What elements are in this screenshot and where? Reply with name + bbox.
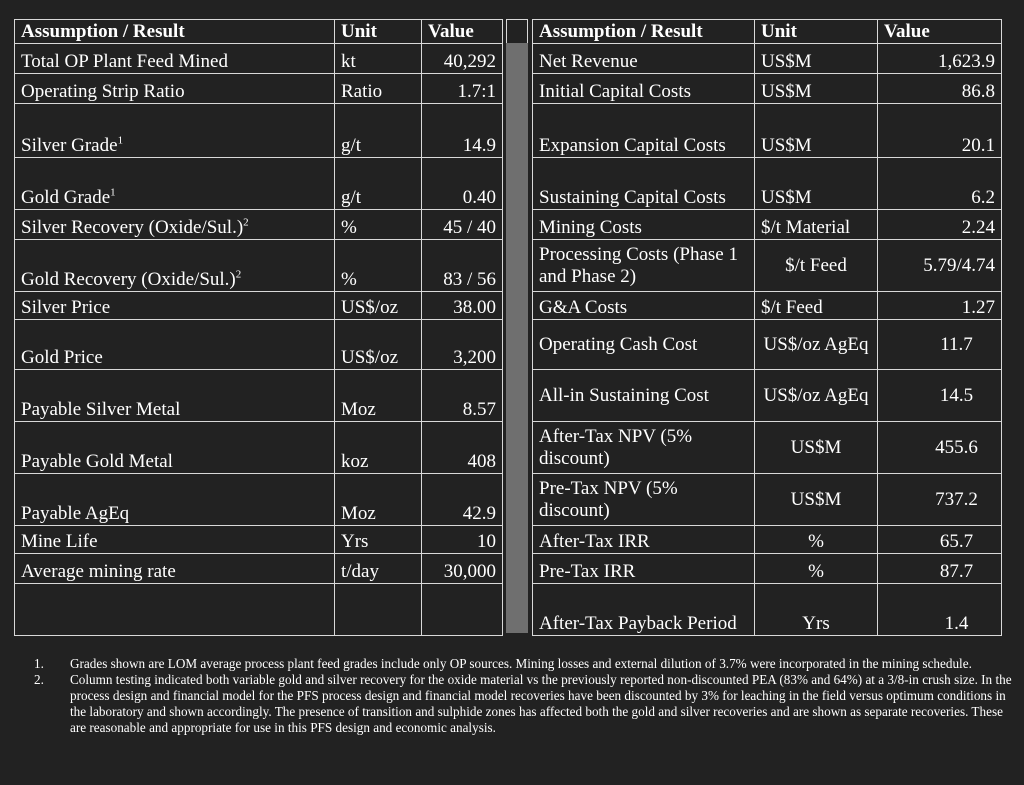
unit-cell: $/t Feed	[755, 292, 878, 320]
table-row	[533, 526, 1002, 554]
assumption-label: Payable AgEq	[21, 503, 130, 524]
value-cell: 38.00	[422, 292, 503, 320]
separator-bar	[506, 43, 528, 633]
table-row	[15, 526, 503, 554]
assumption-cell	[15, 292, 335, 320]
header-value: Value	[422, 20, 503, 44]
unit-cell: g/t	[335, 104, 422, 158]
unit-cell: US$M	[755, 44, 878, 74]
footnote-number: 1.	[34, 656, 44, 671]
value-cell: 20.1	[878, 104, 1002, 158]
header-assumption: Assumption / Result	[15, 20, 335, 44]
table-row	[533, 158, 1002, 210]
table-row	[533, 554, 1002, 584]
unit-cell: US$M	[755, 74, 878, 104]
assumption-cell: Operating Cash Cost	[533, 320, 755, 370]
footnote-number: 2.	[34, 672, 44, 687]
value-cell: 5.79/4.74	[878, 240, 1002, 292]
table-row	[533, 292, 1002, 320]
assumption-cell	[15, 210, 335, 240]
header-unit: Unit	[755, 20, 878, 44]
table-separator	[502, 19, 532, 633]
unit-cell: Yrs	[755, 584, 878, 636]
table-row	[533, 210, 1002, 240]
assumption-label: Payable Silver Metal	[21, 399, 181, 420]
assumption-cell: Pre-Tax IRR	[533, 554, 755, 584]
assumption-label: Silver Recovery (Oxide/Sul.)	[21, 217, 244, 238]
assumption-cell	[15, 584, 335, 636]
table-row	[15, 584, 503, 636]
unit-cell: Ratio	[335, 74, 422, 104]
unit-cell: US$/oz AgEq	[755, 320, 878, 370]
assumption-cell	[15, 554, 335, 584]
table-row	[15, 554, 503, 584]
assumption-cell: All-in Sustaining Cost	[533, 370, 755, 422]
value-cell: 40,292	[422, 44, 503, 74]
table-row	[533, 370, 1002, 422]
assumption-cell: G&A Costs	[533, 292, 755, 320]
unit-cell: Moz	[335, 370, 422, 422]
assumption-label: Average mining rate	[21, 561, 176, 582]
value-cell: 3,200	[422, 320, 503, 370]
unit-cell: g/t	[335, 158, 422, 210]
value-cell	[422, 584, 503, 636]
table-row	[533, 584, 1002, 636]
footnote-text: Column testing indicated both variable gold and silver recovery for the oxide material vs the previously reported non-discounted PEA (83% and 64%) at a 3/8-in crush size. In the process design and financial model for the PFS process design and financial model recoveries have been discounted by 3% for leaching in the field versus optimum conditions in the laboratory and shown accordingly. The presence of transition and sulphide zones has affected both the gold and silver recoveries and are shown as separate recoveries. These are reasonable and appropriate for use in this PFS design and economic analysis.	[70, 672, 1012, 735]
unit-cell: t/day	[335, 554, 422, 584]
unit-cell: US$M	[755, 158, 878, 210]
table-row	[15, 210, 503, 240]
value-cell: 2.24	[878, 210, 1002, 240]
unit-cell: US$/oz	[335, 320, 422, 370]
value-cell: 0.40	[422, 158, 503, 210]
value-cell: 1.27	[878, 292, 1002, 320]
unit-cell: $/t Material	[755, 210, 878, 240]
unit-cell: kt	[335, 44, 422, 74]
unit-cell: %	[755, 554, 878, 584]
value-cell: 65.7	[878, 526, 1002, 554]
right-results-table	[532, 19, 1002, 636]
assumption-label: Gold Recovery (Oxide/Sul.)	[21, 269, 236, 290]
assumption-cell	[15, 320, 335, 370]
value-cell: 42.9	[422, 474, 503, 526]
header-assumption: Assumption / Result	[533, 20, 755, 44]
header-value: Value	[878, 20, 1002, 44]
value-cell: 737.2	[878, 474, 1002, 526]
footnote-text: Grades shown are LOM average process plant feed grades include only OP sources. Mining losses and external dilution of 3.7% were incorporated in the mining schedule.	[70, 656, 972, 671]
value-cell: 10	[422, 526, 503, 554]
table-row	[533, 74, 1002, 104]
assumption-cell: Mining Costs	[533, 210, 755, 240]
assumption-cell: After-Tax NPV (5% discount)	[533, 422, 755, 474]
table-row	[15, 240, 503, 292]
value-cell: 14.5	[878, 370, 1002, 422]
assumption-cell: Net Revenue	[533, 44, 755, 74]
unit-cell: US$/oz AgEq	[755, 370, 878, 422]
unit-cell: $/t Feed	[755, 240, 878, 292]
assumption-cell: Initial Capital Costs	[533, 74, 755, 104]
table-row	[533, 44, 1002, 74]
table-row	[15, 474, 503, 526]
assumption-label: Silver Price	[21, 297, 111, 318]
table-row	[533, 320, 1002, 370]
unit-cell: US$/oz	[335, 292, 422, 320]
unit-cell: %	[335, 240, 422, 292]
value-cell: 83 / 56	[422, 240, 503, 292]
value-cell: 30,000	[422, 554, 503, 584]
value-cell: 1,623.9	[878, 44, 1002, 74]
table-header-row	[15, 20, 503, 44]
assumption-cell: After-Tax IRR	[533, 526, 755, 554]
assumption-label: Total OP Plant Feed Mined	[21, 51, 228, 72]
assumption-cell	[15, 44, 335, 74]
unit-cell: Yrs	[335, 526, 422, 554]
assumption-cell	[15, 158, 335, 210]
footnote-2	[34, 672, 1020, 736]
assumption-cell: After-Tax Payback Period	[533, 584, 755, 636]
footnote-ref: 2	[243, 216, 249, 229]
assumption-label: Gold Price	[21, 347, 103, 368]
table-row	[15, 74, 503, 104]
assumption-cell	[15, 104, 335, 158]
value-cell: 408	[422, 422, 503, 474]
value-cell: 11.7	[878, 320, 1002, 370]
assumption-cell	[15, 240, 335, 292]
value-cell: 45 / 40	[422, 210, 503, 240]
assumption-cell	[15, 74, 335, 104]
table-row	[533, 422, 1002, 474]
table-row	[15, 158, 503, 210]
table-row	[533, 104, 1002, 158]
value-cell: 1.4	[878, 584, 1002, 636]
assumption-label: Gold Grade	[21, 187, 111, 208]
footnote-ref: 2	[235, 268, 242, 281]
unit-cell: US$M	[755, 104, 878, 158]
table-row	[15, 104, 503, 158]
unit-cell: US$M	[755, 474, 878, 526]
value-cell: 1.7:1	[422, 74, 503, 104]
footnote-ref: 1	[110, 186, 116, 199]
separator-top	[506, 19, 528, 43]
value-cell: 87.7	[878, 554, 1002, 584]
assumption-cell: Pre-Tax NPV (5% discount)	[533, 474, 755, 526]
value-cell: 8.57	[422, 370, 503, 422]
table-row	[15, 422, 503, 474]
table-row	[15, 292, 503, 320]
unit-cell: Moz	[335, 474, 422, 526]
unit-cell: US$M	[755, 422, 878, 474]
unit-cell: %	[335, 210, 422, 240]
assumption-cell	[15, 422, 335, 474]
table-row	[15, 44, 503, 74]
unit-cell	[335, 584, 422, 636]
assumption-label: Payable Gold Metal	[21, 451, 173, 472]
unit-cell: %	[755, 526, 878, 554]
table-row	[15, 370, 503, 422]
header-unit: Unit	[335, 20, 422, 44]
value-cell: 14.9	[422, 104, 503, 158]
value-cell: 455.6	[878, 422, 1002, 474]
footnote-ref: 1	[117, 134, 124, 147]
assumption-cell	[15, 526, 335, 554]
table-header-row	[533, 20, 1002, 44]
table-row	[533, 474, 1002, 526]
table-row	[15, 320, 503, 370]
left-assumptions-table	[14, 19, 503, 636]
value-cell: 6.2	[878, 158, 1002, 210]
assumption-cell: Sustaining Capital Costs	[533, 158, 755, 210]
assumption-label: Operating Strip Ratio	[21, 81, 185, 102]
assumption-label: Mine Life	[21, 531, 98, 552]
assumption-cell	[15, 474, 335, 526]
value-cell: 86.8	[878, 74, 1002, 104]
unit-cell: koz	[335, 422, 422, 474]
assumption-cell: Processing Costs (Phase 1 and Phase 2)	[533, 240, 755, 292]
assumption-cell	[15, 370, 335, 422]
table-row	[533, 240, 1002, 292]
assumption-cell: Expansion Capital Costs	[533, 104, 755, 158]
assumption-label: Silver Grade	[21, 135, 118, 156]
footnotes	[34, 656, 1020, 736]
footnote-1	[34, 656, 1020, 672]
